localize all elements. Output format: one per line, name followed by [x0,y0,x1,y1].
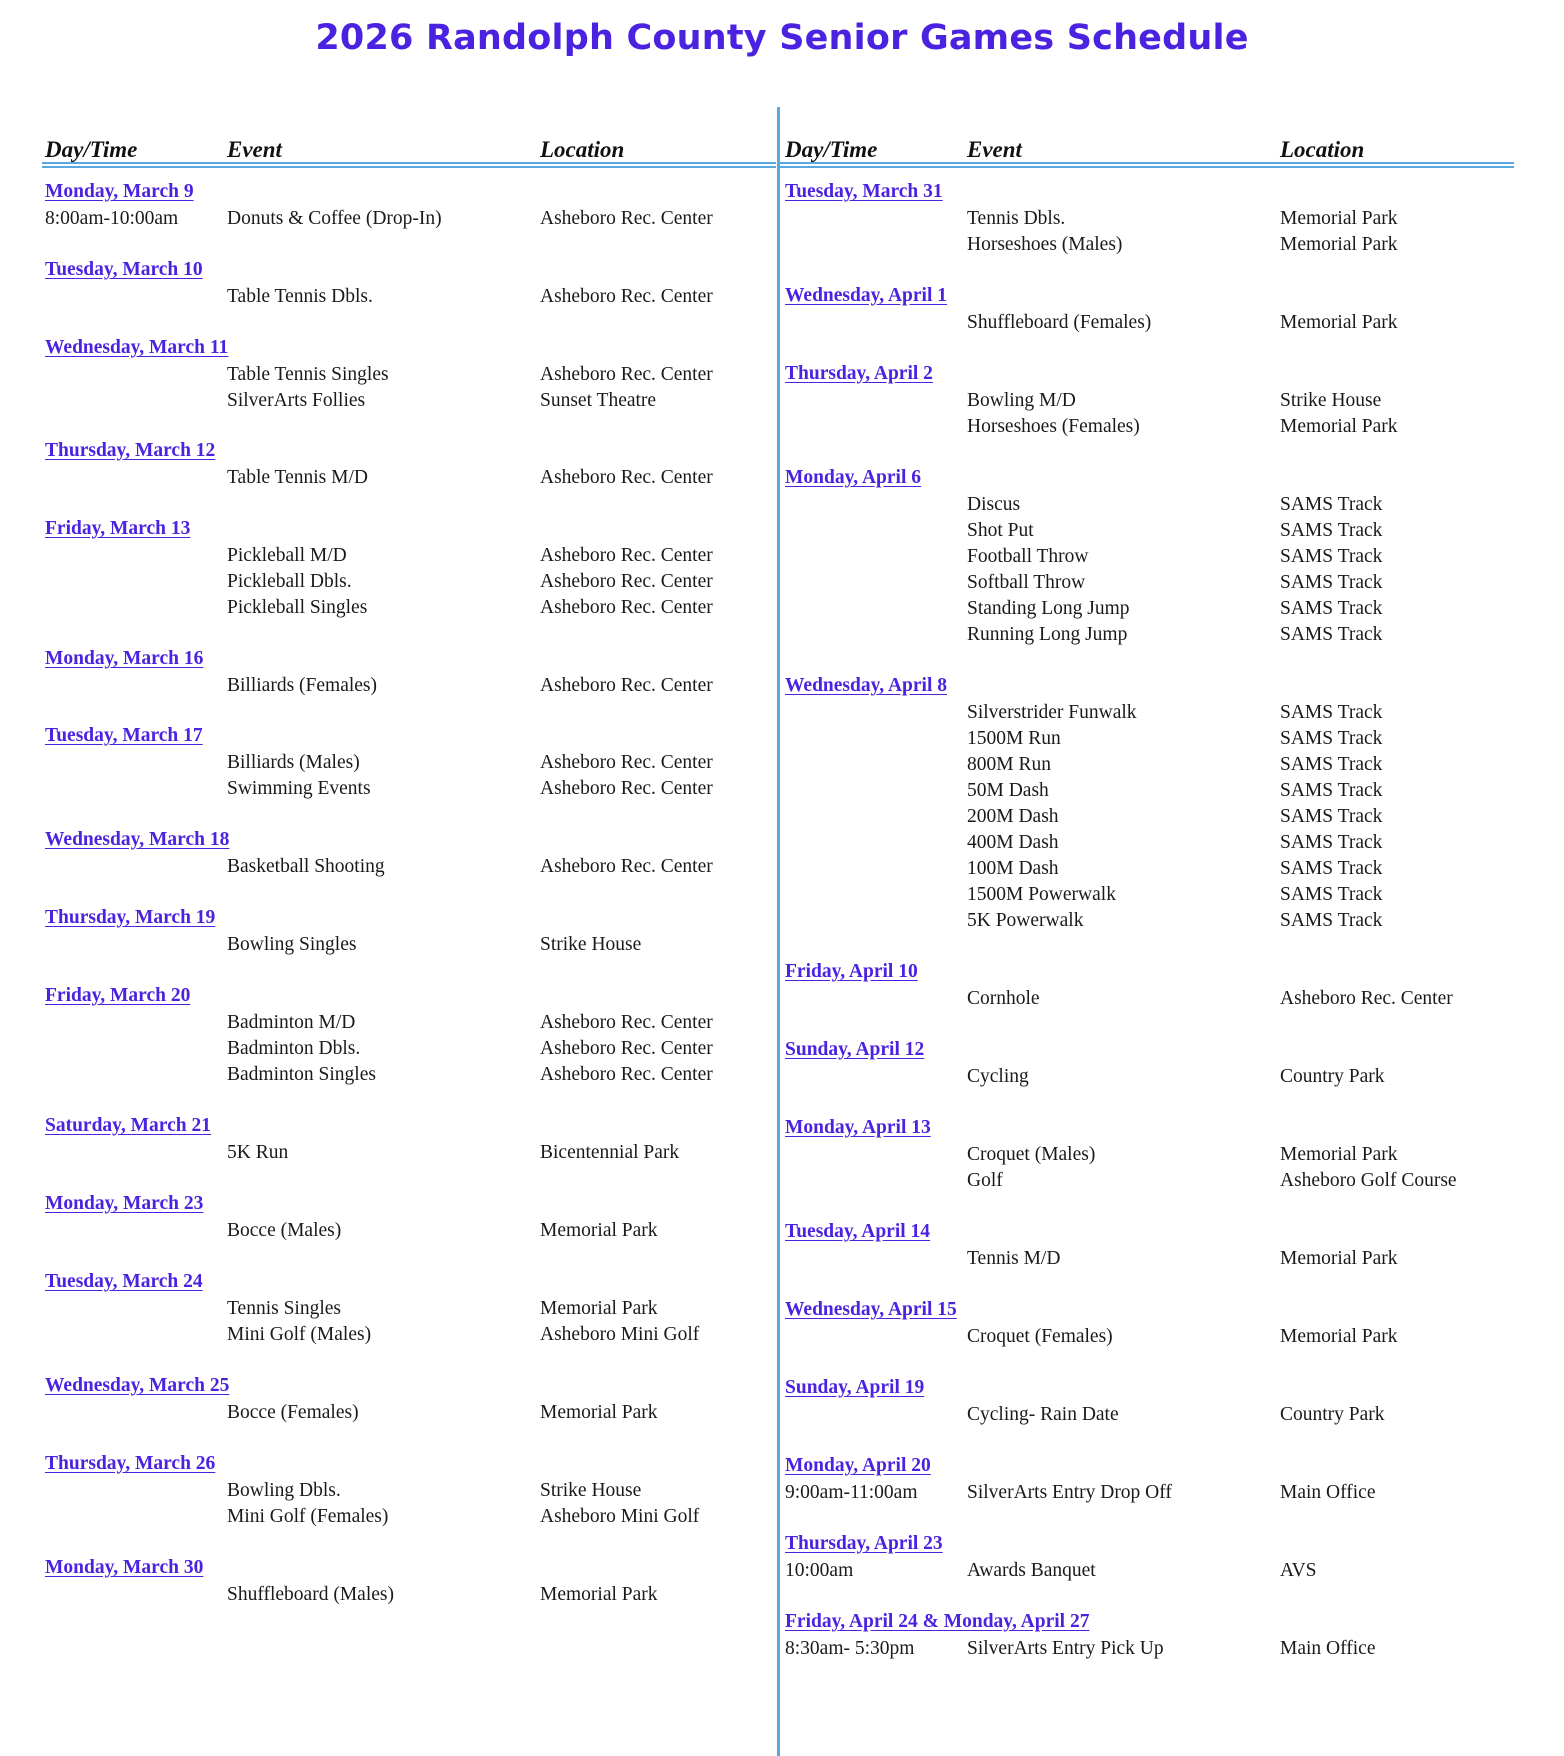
schedule-row [0,776,776,802]
schedule-row [780,726,1564,752]
schedule-row [780,622,1564,648]
schedule-row [0,1010,776,1036]
row-event: Horseshoes (Females) [967,416,1140,437]
row-location: Asheboro Rec. Center [540,364,713,385]
row-location: Asheboro Rec. Center [540,545,713,566]
row-location: Main Office [1280,1482,1376,1503]
day-heading[interactable]: Monday, April 20 [785,1455,931,1476]
day-heading[interactable]: Thursday, April 2 [785,363,933,384]
row-location: Asheboro Rec. Center [540,1012,713,1033]
row-location: SAMS Track [1280,806,1383,827]
row-event: Badminton Singles [227,1064,376,1085]
schedule-row [780,596,1564,622]
schedule-row [780,908,1564,934]
row-location: Country Park [1280,1066,1385,1087]
page-title: 2026 Randolph County Senior Games Schedule [315,18,1249,58]
row-time: 8:00am-10:00am [45,208,179,229]
row-location: Asheboro Rec. Center [540,856,713,877]
row-event: 5K Powerwalk [967,910,1084,931]
header-daytime: Day/Time [45,137,138,162]
day-heading[interactable]: Wednesday, March 11 [45,337,229,358]
row-event: Table Tennis M/D [227,467,368,488]
schedule-row [780,752,1564,778]
row-location: Sunset Theatre [540,390,657,411]
row-location: Asheboro Rec. Center [540,597,713,618]
schedule-row [780,856,1564,882]
row-location: Memorial Park [1280,234,1398,255]
row-location: SAMS Track [1280,494,1383,515]
row-location: Memorial Park [1280,312,1398,333]
schedule-row [780,1168,1564,1194]
row-location: Memorial Park [540,1298,658,1319]
schedule-row [780,570,1564,596]
schedule-row [0,1582,776,1608]
schedule-row [0,673,776,699]
day-heading[interactable]: Friday, April 24 & Monday, April 27 [785,1611,1090,1632]
schedule-row [780,544,1564,570]
row-event: 200M Dash [967,806,1059,827]
row-time: 10:00am [785,1560,854,1581]
row-location: Memorial Park [1280,1326,1398,1347]
schedule-row [780,232,1564,258]
row-location: SAMS Track [1280,884,1383,905]
row-event: 800M Run [967,754,1051,775]
row-location: Memorial Park [1280,208,1398,229]
day-heading[interactable]: Monday, April 13 [785,1117,931,1138]
row-location: SAMS Track [1280,702,1383,723]
schedule-row [0,362,776,388]
header-daytime: Day/Time [785,137,878,162]
schedule-row [780,414,1564,440]
schedule-row [780,388,1564,414]
row-event: Silverstrider Funwalk [967,702,1137,723]
row-event: Billiards (Males) [227,752,360,773]
row-location: Memorial Park [1280,416,1398,437]
schedule-row [0,1296,776,1322]
row-location: SAMS Track [1280,832,1383,853]
row-event: Bocce (Males) [227,1220,342,1241]
row-event: SilverArts Follies [227,390,366,411]
row-event: Tennis M/D [967,1248,1061,1269]
day-heading[interactable]: Tuesday, April 14 [785,1221,931,1242]
row-location: SAMS Track [1280,598,1383,619]
day-heading[interactable]: Monday, March 9 [45,181,194,202]
header-event: Event [227,137,282,162]
row-location: Asheboro Rec. Center [540,286,713,307]
row-location: Strike House [1280,390,1382,411]
row-event: Table Tennis Singles [227,364,389,385]
row-event: 50M Dash [967,780,1049,801]
row-event: Badminton Dbls. [227,1038,361,1059]
day-heading[interactable]: Wednesday, April 1 [785,285,947,306]
row-location: Asheboro Mini Golf [540,1506,700,1527]
row-event: 100M Dash [967,858,1059,879]
schedule-row [780,1324,1564,1350]
row-event: Cycling- Rain Date [967,1404,1119,1425]
row-event: SilverArts Entry Pick Up [967,1638,1164,1659]
schedule-row [780,1064,1564,1090]
row-event: Swimming Events [227,778,371,799]
day-heading[interactable]: Tuesday, March 24 [45,1271,203,1292]
row-location: Memorial Park [540,1220,658,1241]
row-event: Shuffleboard (Males) [227,1584,394,1605]
row-event: Pickleball M/D [227,545,347,566]
row-location: Asheboro Rec. Center [540,778,713,799]
day-heading[interactable]: Tuesday, March 10 [45,259,203,280]
schedule-row [780,986,1564,1012]
schedule-row [0,750,776,776]
day-heading[interactable]: Friday, March 13 [45,518,191,539]
row-event: Shot Put [967,520,1034,541]
row-event: Bocce (Females) [227,1402,359,1423]
row-event: 400M Dash [967,832,1059,853]
row-location: AVS [1280,1560,1317,1581]
day-heading[interactable]: Monday, March 30 [45,1557,204,1578]
day-heading[interactable]: Friday, March 20 [45,985,191,1006]
row-location: Memorial Park [540,1402,658,1423]
schedule-row [780,1558,1564,1584]
row-event: Pickleball Singles [227,597,368,618]
row-location: Asheboro Golf Course [1280,1170,1457,1191]
row-event: Billiards (Females) [227,675,378,696]
row-event: Tennis Dbls. [967,208,1066,229]
row-event: Bowling M/D [967,390,1076,411]
row-location: SAMS Track [1280,754,1383,775]
row-location: Asheboro Rec. Center [540,208,713,229]
schedule-row [780,882,1564,908]
schedule-row [0,206,776,232]
row-location: Asheboro Rec. Center [540,752,713,773]
day-heading[interactable]: Sunday, April 19 [785,1377,925,1398]
row-location: Country Park [1280,1404,1385,1425]
schedule-row [0,1036,776,1062]
row-location: Asheboro Rec. Center [540,467,713,488]
day-heading[interactable]: Thursday, March 12 [45,440,216,461]
schedule-row [0,1062,776,1088]
row-location: SAMS Track [1280,546,1383,567]
schedule-row [0,284,776,310]
row-event: Mini Golf (Males) [227,1324,372,1345]
row-event: Running Long Jump [967,624,1128,645]
row-location: Bicentennial Park [540,1142,680,1163]
day-heading[interactable]: Sunday, April 12 [785,1039,925,1060]
row-event: 1500M Run [967,728,1061,749]
schedule-row [0,1478,776,1504]
schedule-row [780,1636,1564,1662]
row-event: Bowling Singles [227,934,357,955]
row-time: 8:30am- 5:30pm [785,1638,915,1659]
row-location: SAMS Track [1280,910,1383,931]
schedule-row [0,1218,776,1244]
row-location: SAMS Track [1280,520,1383,541]
row-event: Golf [967,1170,1003,1191]
row-location: Asheboro Rec. Center [540,1038,713,1059]
day-heading[interactable]: Friday, April 10 [785,961,918,982]
schedule-row [780,1246,1564,1272]
day-heading[interactable]: Monday, March 23 [45,1193,204,1214]
header-location: Location [1280,137,1365,162]
row-event: Football Throw [967,546,1089,567]
row-location: Memorial Park [540,1584,658,1605]
row-location: Asheboro Mini Golf [540,1324,700,1345]
row-location: Strike House [540,1480,642,1501]
day-heading[interactable]: Wednesday, March 25 [45,1375,230,1396]
row-location: SAMS Track [1280,624,1383,645]
day-heading[interactable]: Thursday, March 19 [45,907,216,928]
day-heading[interactable]: Monday, April 6 [785,467,921,488]
row-location: Memorial Park [1280,1248,1398,1269]
schedule-row [0,595,776,621]
row-event: Croquet (Females) [967,1326,1113,1347]
schedule-row [0,854,776,880]
schedule-row [0,465,776,491]
row-event: Tennis Singles [227,1298,342,1319]
row-location: SAMS Track [1280,572,1383,593]
row-time: 9:00am-11:00am [785,1482,918,1503]
row-event: Standing Long Jump [967,598,1130,619]
schedule-row [0,543,776,569]
day-heading[interactable]: Monday, March 16 [45,648,204,669]
schedule-row [0,1140,776,1166]
row-event: Croquet (Males) [967,1144,1096,1165]
schedule-row [780,778,1564,804]
row-event: Cornhole [967,988,1040,1009]
row-event: Donuts & Coffee (Drop-In) [227,208,442,229]
schedule-row [780,830,1564,856]
schedule-row [0,1400,776,1426]
schedule-row [780,804,1564,830]
row-event: 5K Run [227,1142,289,1163]
row-location: Strike House [540,934,642,955]
row-event: Discus [967,494,1021,515]
schedule-row [780,1402,1564,1428]
schedule-row [780,310,1564,336]
row-location: Asheboro Rec. Center [1280,988,1453,1009]
schedule-row [780,492,1564,518]
schedule-row [780,700,1564,726]
schedule-row [0,932,776,958]
row-event: Horseshoes (Males) [967,234,1123,255]
row-location: SAMS Track [1280,780,1383,801]
header-rule [42,162,776,164]
row-location: SAMS Track [1280,858,1383,879]
schedule-row [0,569,776,595]
schedule-row [780,206,1564,232]
row-location: Asheboro Rec. Center [540,675,713,696]
row-event: Badminton M/D [227,1012,356,1033]
header-rule [780,162,1514,164]
day-heading[interactable]: Thursday, March 26 [45,1453,216,1474]
header-rule [42,166,776,168]
row-event: Shuffleboard (Females) [967,312,1152,333]
row-event: 1500M Powerwalk [967,884,1116,905]
row-event: Basketball Shooting [227,856,385,877]
schedule-row [780,1142,1564,1168]
schedule-row [0,1504,776,1530]
schedule-row [780,518,1564,544]
schedule-row [780,1480,1564,1506]
row-event: Awards Banquet [967,1560,1096,1581]
row-location: SAMS Track [1280,728,1383,749]
row-event: Pickleball Dbls. [227,571,352,592]
header-location: Location [540,137,625,162]
row-event: Table Tennis Dbls. [227,286,373,307]
day-heading[interactable]: Tuesday, March 31 [785,181,943,202]
row-location: Main Office [1280,1638,1376,1659]
row-event: Mini Golf (Females) [227,1506,389,1527]
day-heading[interactable]: Saturday, March 21 [45,1115,211,1136]
header-rule [780,166,1514,168]
header-event: Event [967,137,1022,162]
row-event: SilverArts Entry Drop Off [967,1482,1172,1503]
schedule-row [0,388,776,414]
row-location: Asheboro Rec. Center [540,1064,713,1085]
day-heading[interactable]: Wednesday, March 18 [45,829,230,850]
day-heading[interactable]: Thursday, April 23 [785,1533,943,1554]
day-heading[interactable]: Wednesday, April 15 [785,1299,957,1320]
day-heading[interactable]: Tuesday, March 17 [45,725,203,746]
day-heading[interactable]: Wednesday, April 8 [785,675,947,696]
row-event: Bowling Dbls. [227,1480,341,1501]
row-location: Asheboro Rec. Center [540,571,713,592]
row-event: Softball Throw [967,572,1086,593]
schedule-row [0,1322,776,1348]
row-event: Cycling [967,1066,1029,1087]
row-location: Memorial Park [1280,1144,1398,1165]
